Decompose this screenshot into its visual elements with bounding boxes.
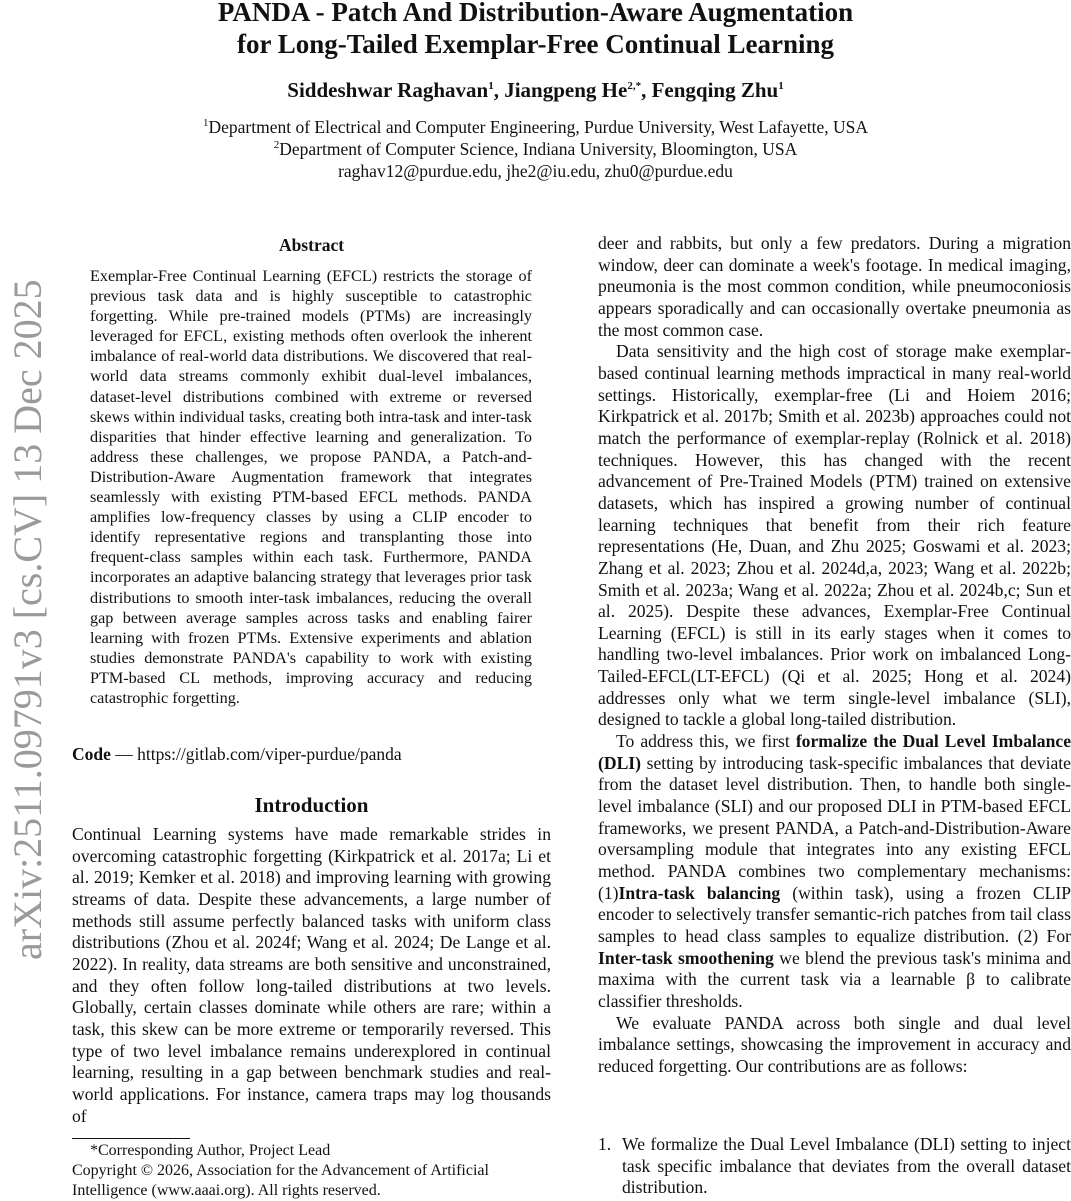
text-segment: we blend the previous task's minima and maxima with the current task via a learnable β to calibrate classifier thresholds.	[598, 947, 1071, 1011]
bold-segment: Intra-task balancing	[618, 882, 781, 903]
code-url[interactable]: https://gitlab.com/viper-purdue/panda	[137, 744, 402, 764]
affiliation-mark: 1	[202, 117, 209, 130]
author-emails: raghav12@purdue.edu, jhe2@iu.edu, zhu0@purdue.edu	[338, 161, 733, 181]
author-name: Fengqing Zhu	[651, 78, 779, 102]
author-separator: ,	[641, 78, 652, 102]
code-label: Code	[72, 744, 111, 764]
intro-paragraph-3	[598, 731, 1071, 1013]
bold-segment: Inter-task smoothening	[598, 947, 774, 968]
text-segment: (within task), using a frozen CLIP encoder to selectively transfer semantic-rich patches from tail class samples to head class samples to equalize distribution. (2) For	[598, 882, 1071, 946]
text-segment: setting by introducing task-specific imbalances that deviate from the dataset level distribution. Then, to handle both single-level imbalance (SLI) and our proposed DLI in PTM-based EFCL frameworks, we present PANDA, a Patch-and-Distribution-Aware oversampling module that integrates into any existing EFCL method. PANDA combines two complementary mechanisms: (1)	[598, 752, 1071, 903]
section-heading-introduction: Introduction	[254, 793, 369, 817]
list-number: 1.	[598, 1134, 612, 1154]
code-link-line	[72, 744, 402, 765]
title-line-1: PANDA - Patch And Distribution-Aware Augmentation	[217, 0, 854, 27]
author-name: Siddeshwar Raghavan	[287, 78, 489, 102]
intro-paragraph-1: Continual Learning systems have made remarkable strides in overcoming catastrophic forgetting (Kirkpatrick et al. 2017a; Li et al. 2019; Kemker et al. 2018) and improving learning with growing streams of data. Despite these advancements, a large number of methods still assume perfectly balanced tasks with uniform class distributions (Zhou et al. 2024f; Wang et al. 2024; De Lange et al. 2022). In reality, data streams are both sensitive and unconstrained, and they often follow long-tailed distributions at two levels. Globally, certain classes dominate while others are rare; within a task, this skew can be more extreme or temporarily reversed. This type of two level imbalance remains underexplored in continual learning, resulting in a gap between benchmark studies and real-world applications. For instance, camera traps may log thousands of	[72, 824, 551, 1126]
affiliations	[0, 116, 1071, 182]
author-name: Jiangpeng He	[504, 78, 628, 102]
intro-paragraph-2: Data sensitivity and the high cost of storage make exemplar-based continual learning methods impractical in many real-world settings. Historically, exemplar-free (Li and Hoiem 2016; Kirkpatrick et al. 2017b; Smith et al. 2023b) approaches could not match the performance of exemplar-replay (Rolnick et al. 2018) techniques. However, this has changed with the recent advancement of Pre-Trained Models (PTM) trained on extensive datasets, which has inspired a growing number of continual learning techniques that benefit from their rich feature representations (He, Duan, and Zhu 2025; Goswami et al. 2023; Zhang et al. 2023; Zhou et al. 2024d,a, 2023; Wang et al. 2022b; Smith et al. 2023a; Wang et al. 2022a; Zhou et al. 2024b,c; Sun et al. 2025). Despite these advances, Exemplar-Free Continual Learning (EFCL) is still in its early stages when it comes to handling two-level imbalances. Prior work on imbalanced Long-Tailed-EFCL(LT-EFCL) (Qi et al. 2025; Hong et al. 2024) addresses only what we term single-level imbalance (SLI), designed to tackle a global long-tailed distribution.	[598, 341, 1071, 730]
arxiv-identifier: arXiv:2511.09791v3 [cs.CV] 13 Dec 2025	[5, 279, 50, 960]
author-separator: ,	[493, 78, 505, 102]
title-line-2: for Long-Tailed Exemplar-Free Continual Learning	[236, 29, 835, 59]
author-affiliation-mark: 1	[778, 80, 784, 92]
bold-segment: formalize the Dual Level Imbalance (DLI)	[598, 731, 1071, 773]
copyright-notice: Copyright © 2026, Association for the Advancement of Artificial Intelligence (www.aaai.org). All rights reserved.	[72, 1162, 489, 1199]
author-list	[0, 78, 1071, 103]
corresponding-author-note: *Corresponding Author, Project Lead	[90, 1142, 331, 1159]
footnote-divider	[72, 1138, 190, 1139]
text-segment: To address this, we first	[616, 731, 796, 752]
affiliation	[0, 138, 1071, 160]
affiliation-text: Department of Computer Science, Indiana University, Bloomington, USA	[279, 139, 798, 159]
affiliation-mark: 2	[273, 139, 280, 152]
intro-paragraph-4: We evaluate PANDA across both single and dual level imbalance settings, showcasing the improvement in accuracy and reduced forgetting. Our contributions are as follows:	[598, 1012, 1071, 1076]
footnotes	[72, 1141, 551, 1201]
right-column	[598, 233, 1071, 1078]
author-affiliation-mark: 1	[488, 80, 494, 92]
affiliation	[0, 116, 1071, 138]
abstract-text: Exemplar-Free Continual Learning (EFCL) restricts the storage of previous task data and is highly susceptible to catastrophic forgetting. While pre-trained models (PTMs) are increasingly leveraged for EFCL, existing methods often overlook the inherent imbalance of real-world data distributions. We discovered that real-world data streams commonly exhibit dual-level imbalances, dataset-level distributions combined with extreme or reversed skews within individual tasks, creating both intra-task and inter-task disparities that hinder effective learning and generalization. To address these challenges, we propose PANDA, a Patch-and-Distribution-Aware Augmentation framework that integrates seamlessly with existing PTM-based EFCL methods. PANDA amplifies low-frequency classes by using a CLIP encoder to identify representative regions and transplanting those into frequent-class samples within each task. Furthermore, PANDA incorporates an adaptive balancing strategy that leverages prior task distributions to smooth inter-task imbalances, reducing the overall gap between average samples across tasks and enabling fairer learning with frozen PTMs. Extensive experiments and ablation studies demonstrate PANDA's capability to work with existing PTM-based CL methods, improving accuracy and reducing catastrophic forgetting.	[90, 267, 532, 707]
abstract-heading: Abstract	[278, 235, 345, 255]
contribution-list-item	[598, 1134, 1071, 1199]
paper-title	[0, 0, 1071, 60]
author-affiliation-mark: 2,*	[627, 80, 642, 92]
code-separator: —	[110, 744, 138, 764]
list-text: We formalize the Dual Level Imbalance (DLI) setting to inject task specific imbalance that deviates from the overall dataset distribution.	[622, 1134, 1071, 1198]
affiliation-text: Department of Electrical and Computer Engineering, Purdue University, West Lafayette, USA	[208, 117, 868, 137]
intro-paragraph-1-continued: deer and rabbits, but only a few predators. During a migration window, deer can dominate a week's footage. In medical imaging, pneumonia is the most common condition, while pneumoconiosis appears sporadically and can occasionally overtake pneumonia as the most common case.	[598, 233, 1071, 340]
